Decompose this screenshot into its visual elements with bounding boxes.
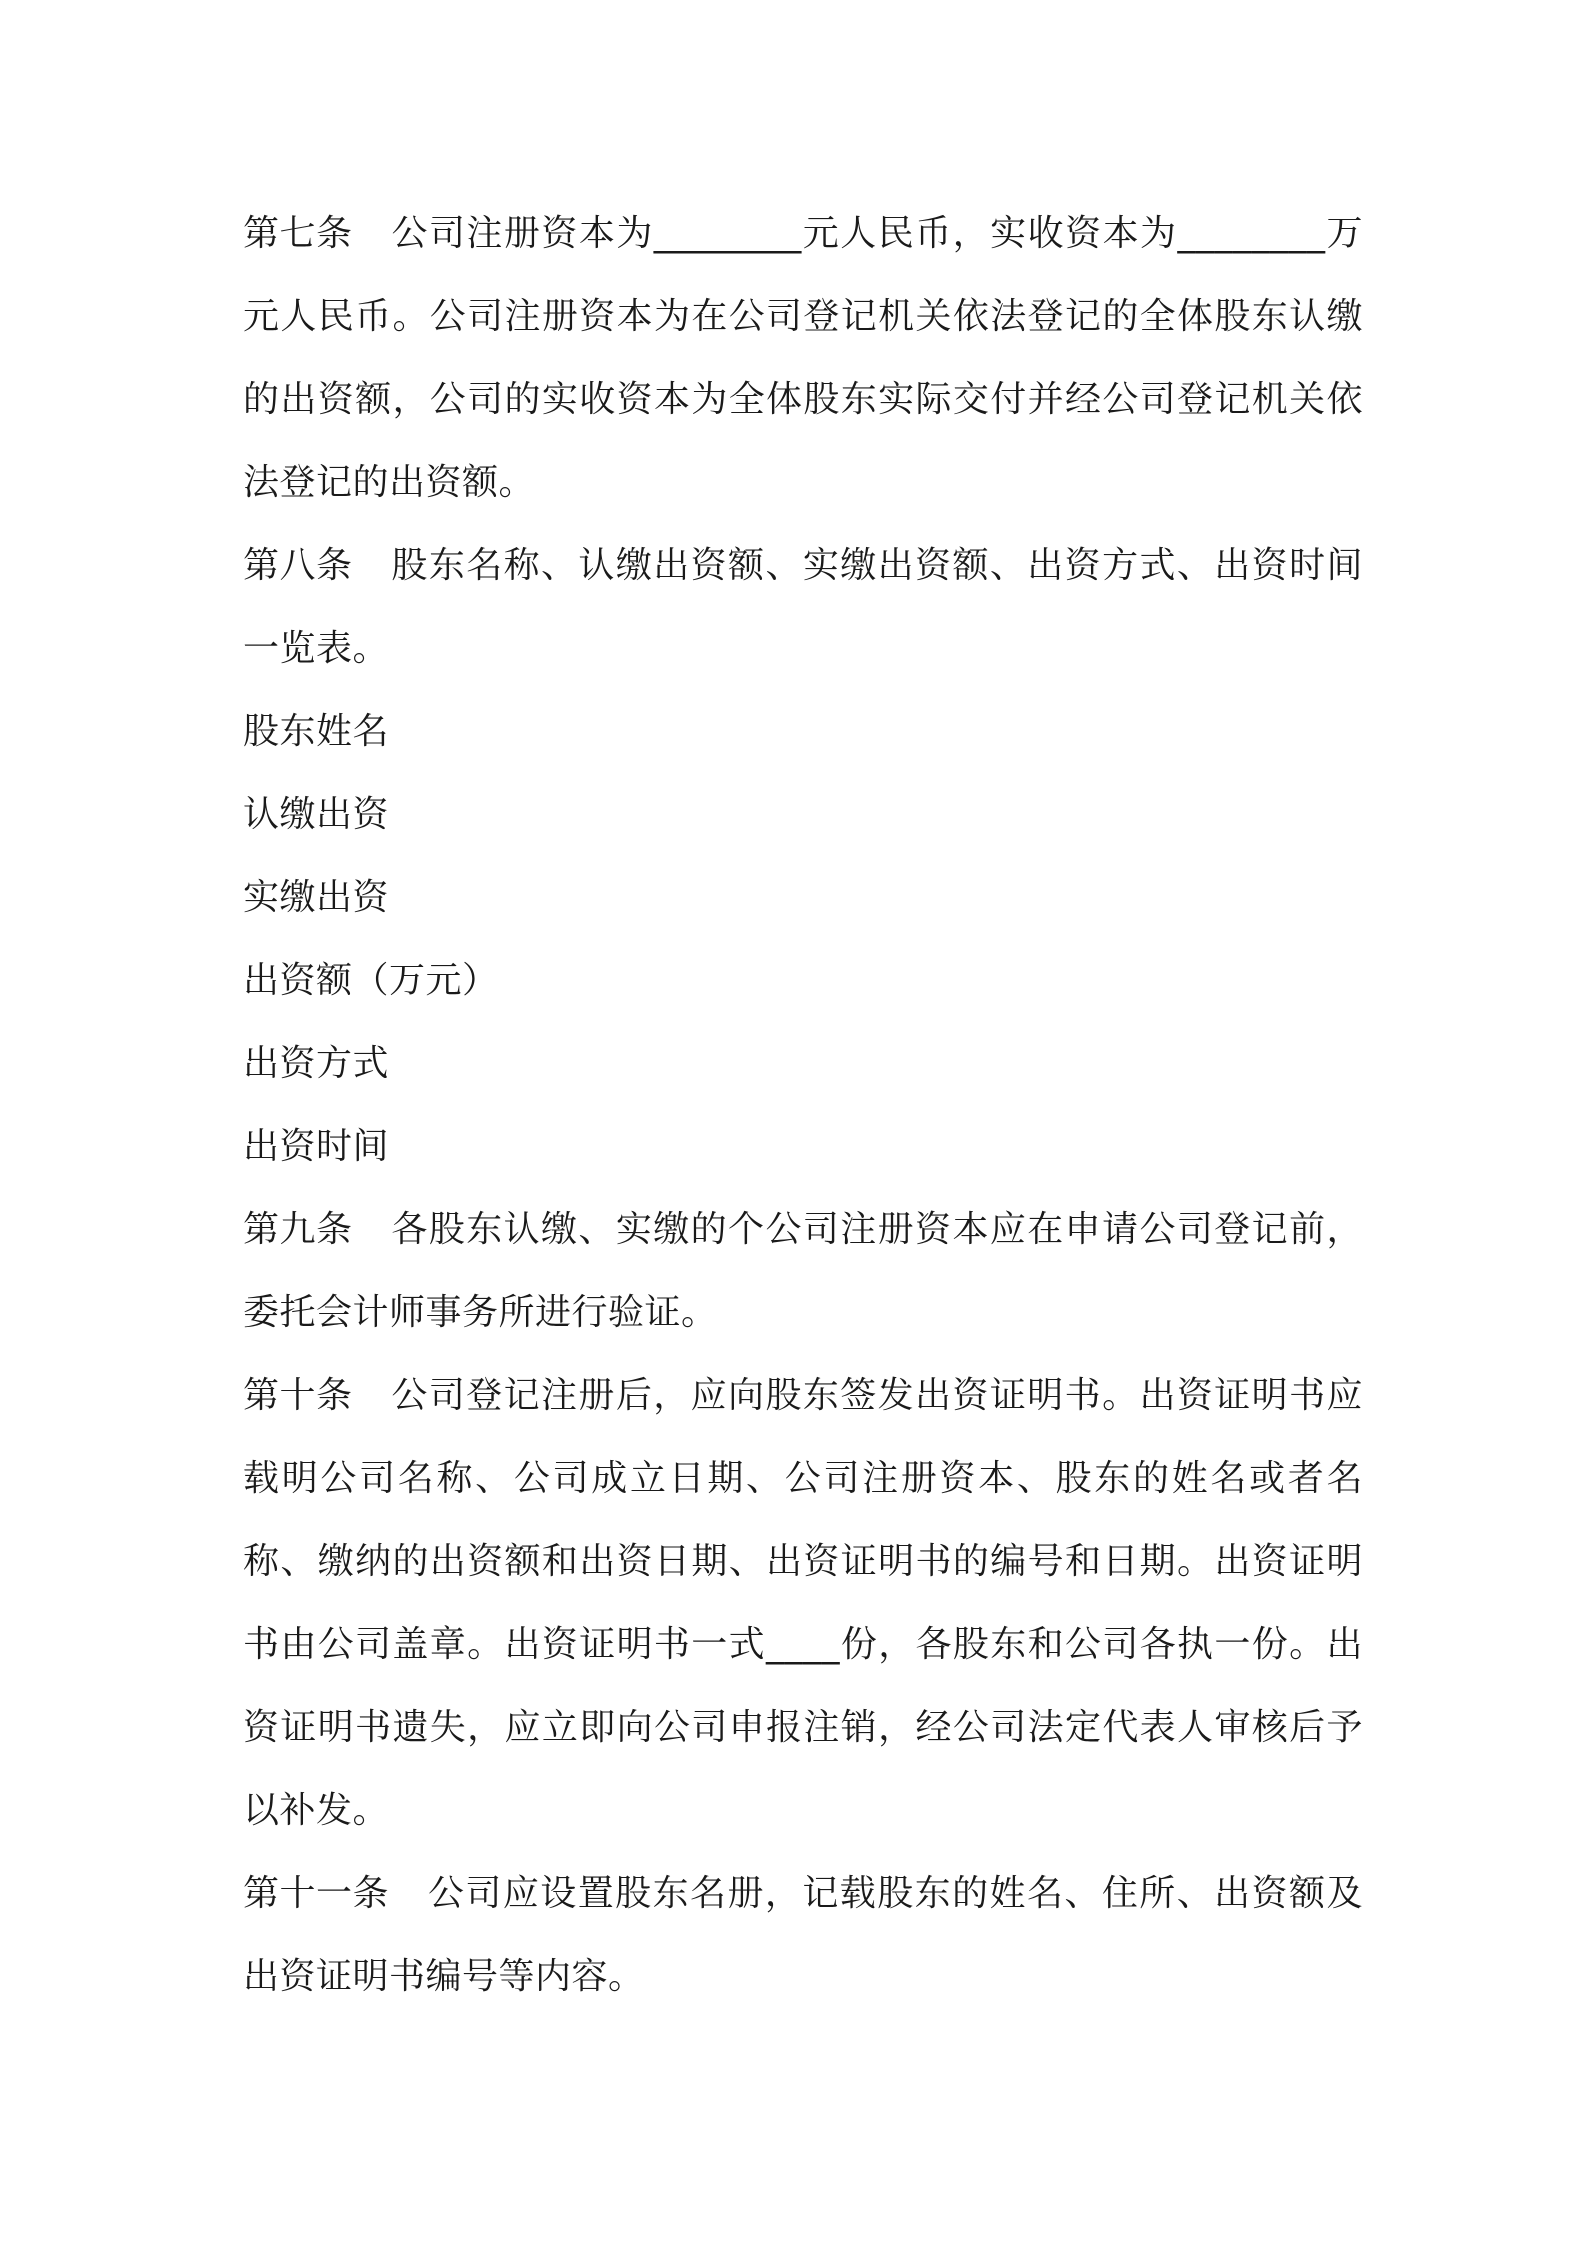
article-9-label: 第九条 — [243, 1209, 353, 1250]
article-7 — [243, 192, 1363, 524]
article-9-text: 各股东认缴、实缴的个公司注册资本应在申请公司登记前，委托会计师事务所进行验证。 — [243, 1209, 1363, 1333]
article-11 — [243, 1852, 1363, 2018]
article-10 — [243, 1354, 1363, 1852]
article-8-label: 第八条 — [243, 545, 353, 586]
article-7-text: 公司注册资本为________元人民币，实收资本为________万元人民币。公司注册资本为在公司登记机关依法登记的全体股东认缴的出资额，公司的实收资本为全体股东实际交付并经公司登记机关依法登记的出资额。 — [243, 213, 1363, 503]
article-11-text: 公司应设置股东名册，记载股东的姓名、住所、出资额及出资证明书编号等内容。 — [243, 1873, 1363, 1997]
article-10-label: 第十条 — [243, 1375, 353, 1416]
article-7-label: 第七条 — [243, 213, 353, 254]
table-header-amount: 出资额（万元） — [243, 960, 499, 1001]
table-header-subscribed-capital: 认缴出资 — [243, 794, 390, 835]
article-11-label: 第十一条 — [243, 1873, 390, 1914]
document-body — [243, 192, 1363, 2018]
article-10-text: 公司登记注册后，应向股东签发出资证明书。出资证明书应载明公司名称、公司成立日期、公司注册资本、股东的姓名或者名称、缴纳的出资额和出资日期、出资证明书的编号和日期。出资证明书由公司盖章。出资证明书一式____份，各股东和公司各执一份。出资证明书遗失，应立即向公司申报注销，经公司法定代表人审核后予以补发。 — [243, 1375, 1363, 1831]
table-header-shareholder-name: 股东姓名 — [243, 711, 390, 752]
table-header-time: 出资时间 — [243, 1126, 390, 1167]
article-8 — [243, 524, 1363, 690]
table-header-paid-capital: 实缴出资 — [243, 877, 390, 918]
table-header-method: 出资方式 — [243, 1043, 390, 1084]
article-9 — [243, 1188, 1363, 1354]
article-8-text: 股东名称、认缴出资额、实缴出资额、出资方式、出资时间一览表。 — [243, 545, 1363, 669]
